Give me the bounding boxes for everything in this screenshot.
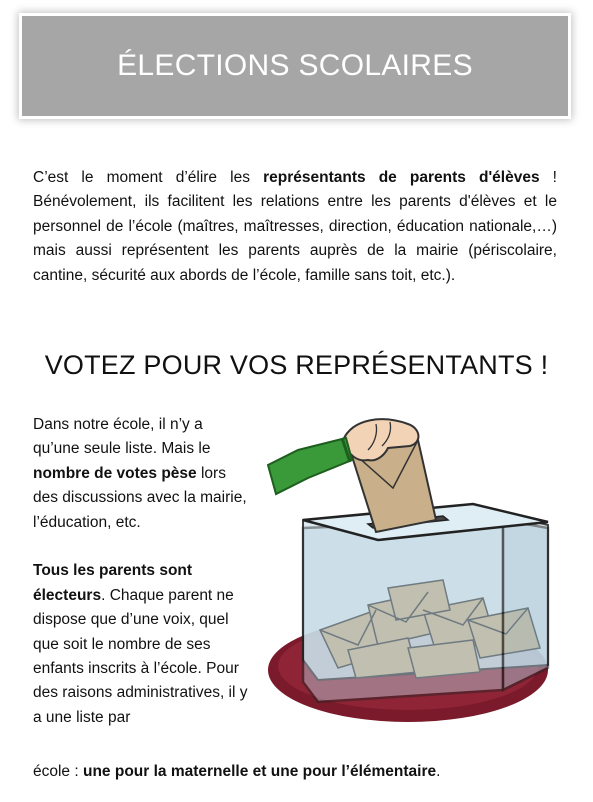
p3-bold: une pour la maternelle et une pour l’élémentaire (82, 763, 437, 780)
intro-bold: représentants de parents d'élèves (263, 169, 540, 186)
p3-text-1: école : (33, 763, 83, 780)
intro-text-2: ! Bénévolement, ils facilitent les relations entre les parents d'élèves et le personnel de l’école (maîtres, maîtresses, direction, éducation nationale,…) mais aussi représentent les parents auprès de la mairie (périscolaire, cantine, sécurité aux abords de l’école, famille sans toit, etc.). (33, 169, 557, 284)
p2-bold: Tous les parents sont électeurs (33, 562, 193, 604)
intro-text-1: C’est le moment d’élire les (33, 169, 264, 186)
paragraph-voters (33, 559, 248, 730)
paragraph-lists (33, 760, 563, 784)
p1-text-1: Dans notre école, il n’y a qu’une seule liste. Mais le (33, 416, 211, 458)
green-sleeve (268, 438, 352, 494)
title-banner (22, 16, 568, 116)
text-column (33, 413, 248, 730)
ballot-box-front (303, 520, 503, 702)
ballot-box-illustration (258, 410, 573, 750)
p1-text-2: lors des discussions avec la mairie, l’éducation, etc. (33, 464, 247, 531)
intro-paragraph (33, 166, 557, 288)
paragraph-single-list (33, 413, 248, 535)
section-heading: VOTEZ POUR VOS REPRÉSENTANTS ! (44, 350, 549, 380)
p3-text-2: . (436, 763, 441, 780)
p1-bold: nombre de votes pèse (33, 464, 197, 482)
p2-text-1: . Chaque parent ne dispose que d’une voix, quel que soit le nombre de ses enfants inscrits à l’école. Pour des raisons administratives, il y a une liste par (33, 586, 248, 726)
page-title: ÉLECTIONS SCOLAIRES (117, 49, 473, 82)
